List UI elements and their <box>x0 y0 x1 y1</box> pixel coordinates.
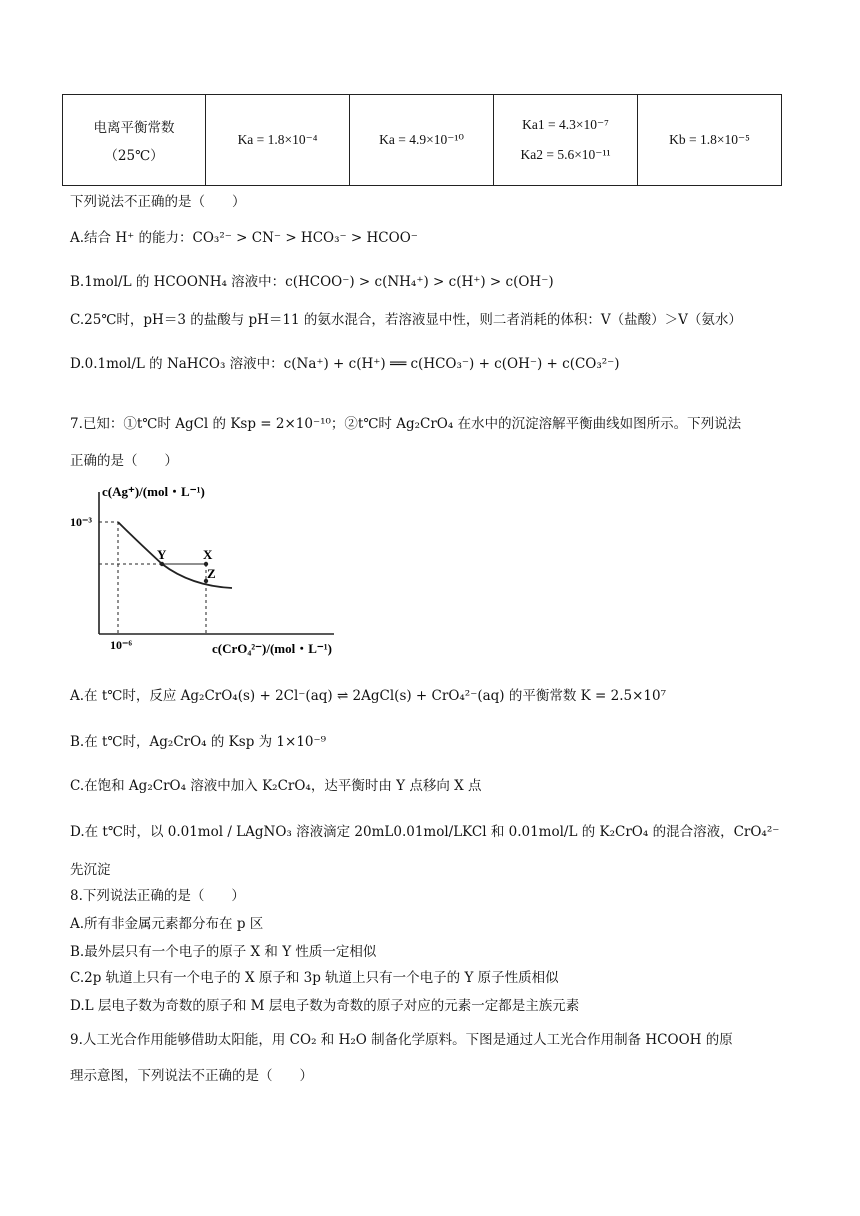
q7-stem-line1: 7.已知：①t℃时 AgCl 的 Ksp = 2×10⁻¹⁰；②t℃时 Ag₂CrO₄ 在水中的沉淀溶解平衡曲线如图所示。下列说法 <box>70 416 742 432</box>
q8-stem: 8.下列说法正确的是（ ） <box>70 888 245 904</box>
x-axis-label: c(CrO₄²⁻)/(mol・L⁻¹) <box>212 641 332 656</box>
ag2cro4-solubility-curve-figure <box>66 482 356 662</box>
row-header-cell <box>63 95 206 186</box>
q7-option-d-line2: 先沉淀 <box>70 862 111 878</box>
point-z-label: Z <box>207 566 216 581</box>
x-tick-label: 10⁻⁶ <box>110 638 132 652</box>
q7-option-b: B.在 t℃时，Ag₂CrO₄ 的 Ksp 为 1×10⁻⁹ <box>70 734 327 750</box>
point-y-dot <box>160 562 164 566</box>
q6-stem: 下列说法不正确的是（ ） <box>70 194 246 210</box>
row-header-temp: （25℃） <box>104 148 164 164</box>
row-header: 电离平衡常数 <box>93 120 175 136</box>
q8-option-b: B.最外层只有一个电子的原子 X 和 Y 性质一定相似 <box>70 944 377 960</box>
q7-option-a: A.在 t℃时，反应 Ag₂CrO₄(s) + 2Cl⁻(aq) ⇌ 2AgCl(s) + CrO₄²⁻(aq) 的平衡常数 K = 2.5×10⁷ <box>70 688 666 704</box>
q7-option-c: C.在饱和 Ag₂CrO₄ 溶液中加入 K₂CrO₄，达平衡时由 Y 点移向 X 点 <box>70 778 482 794</box>
q8-option-c: C.2p 轨道上只有一个电子的 X 原子和 3p 轨道上只有一个电子的 Y 原子性质相似 <box>70 970 559 986</box>
q9-stem-line1: 9.人工光合作用能够借助太阳能，用 CO₂ 和 H₂O 制备化学原料。下图是通过人工光合作用制备 HCOOH 的原 <box>70 1032 733 1048</box>
q7-option-d-line1: D.在 t℃时，以 0.01mol / LAgNO₃ 溶液滴定 20mL0.01mol/LKCl 和 0.01mol/L 的 K₂CrO₄ 的混合溶液，CrO₄²⁻ <box>70 824 780 840</box>
y-tick-label: 10⁻³ <box>70 515 92 529</box>
ionization-constant-table <box>62 94 782 186</box>
h2co3-ka1: Ka1 = 4.3×10⁻⁷ <box>522 117 609 132</box>
q6-option-c: C.25℃时，pH＝3 的盐酸与 pH＝11 的氨水混合，若溶液显中性，则二者消耗的体积：V（盐酸）＞V（氨水） <box>70 312 742 328</box>
q9-stem-line2: 理示意图，下列说法不正确的是（ ） <box>70 1068 313 1084</box>
h2co3-ka2: Ka2 = 5.6×10⁻¹¹ <box>520 147 611 162</box>
q7-stem-line2: 正确的是（ ） <box>70 453 178 469</box>
hcooh-ka-cell: Ka = 1.8×10⁻⁴ <box>206 95 350 186</box>
hcn-ka-cell: Ka = 4.9×10⁻¹⁰ <box>350 95 494 186</box>
point-x-label: X <box>203 547 213 562</box>
nh3-kb-cell: Kb = 1.8×10⁻⁵ <box>638 95 782 186</box>
q6-option-b: B.1mol/L 的 HCOONH₄ 溶液中：c(HCOO⁻) > c(NH₄⁺) > c(H⁺) > c(OH⁻) <box>70 274 554 290</box>
q6-option-a: A.结合 H⁺ 的能力：CO₃²⁻ > CN⁻ > HCO₃⁻ > HCOO⁻ <box>70 230 418 246</box>
point-y-label: Y <box>157 547 167 562</box>
q8-option-a: A.所有非金属元素都分布在 p 区 <box>70 916 264 932</box>
h2co3-ka-cell <box>494 95 638 186</box>
q8-option-d: D.L 层电子数为奇数的原子和 M 层电子数为奇数的原子对应的元素一定都是主族元素 <box>70 998 580 1014</box>
q6-option-d: D.0.1mol/L 的 NaHCO₃ 溶液中：c(Na⁺) + c(H⁺) ══ c(HCO₃⁻) + c(OH⁻) + c(CO₃²⁻) <box>70 356 620 372</box>
y-axis-label: c(Ag⁺)/(mol・L⁻¹) <box>102 484 205 499</box>
